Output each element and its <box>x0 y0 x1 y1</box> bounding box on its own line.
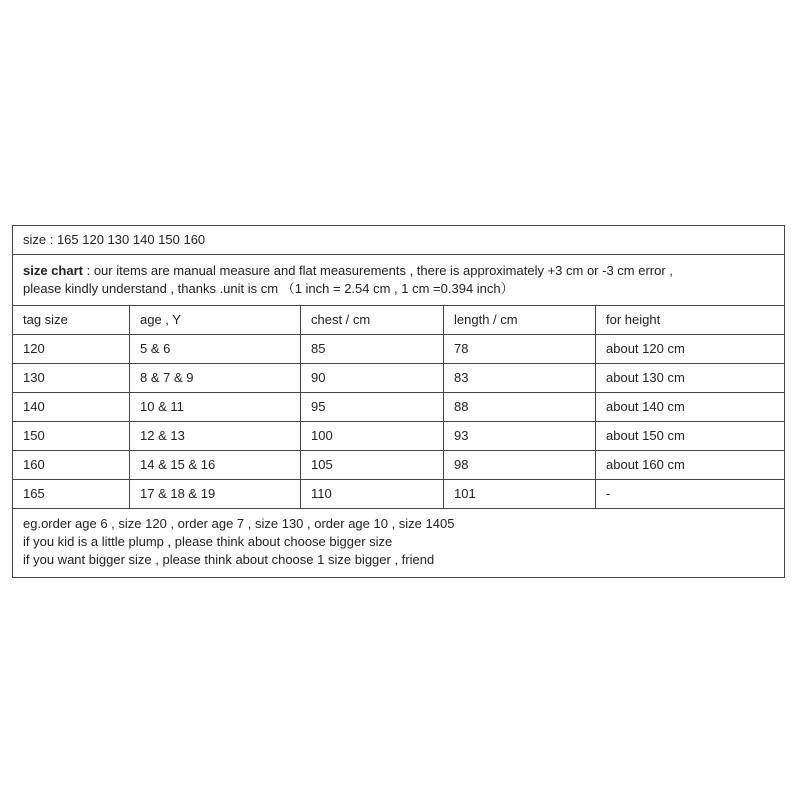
table-cell: 85 <box>301 335 444 364</box>
size-chart-title: size chart <box>23 263 83 278</box>
table-cell: 95 <box>301 393 444 422</box>
note-line-2: please kindly understand , thanks .unit is cm （1 inch = 2.54 cm , 1 cm =0.394 inch） <box>23 281 514 296</box>
footer-note-line: if you want bigger size , please think about choose 1 size bigger , friend <box>23 552 435 567</box>
table-cell: 165 <box>13 480 130 509</box>
table-cell: 130 <box>13 364 130 393</box>
size-chart-note-row <box>13 255 785 306</box>
table-cell: 93 <box>444 422 596 451</box>
header-row <box>13 306 785 335</box>
size-chart-table <box>12 225 785 578</box>
table-cell: 8 & 7 & 9 <box>130 364 301 393</box>
header-cell-chest: chest / cm <box>301 306 444 335</box>
table-cell: 105 <box>301 451 444 480</box>
header-cell-tag-size: tag size <box>13 306 130 335</box>
header-cell-height: for height <box>596 306 785 335</box>
footer-note-line: if you kid is a little plump , please think about choose bigger size <box>23 534 393 549</box>
table-row <box>13 422 785 451</box>
table-cell: 150 <box>13 422 130 451</box>
note-line-1: : our items are manual measure and flat measurements , there is approximately +3 cm or -3 cm error , <box>82 263 673 278</box>
table-cell: about 160 cm <box>596 451 785 480</box>
table-cell: 78 <box>444 335 596 364</box>
table-row <box>13 480 785 509</box>
table-cell: 140 <box>13 393 130 422</box>
table-cell: 98 <box>444 451 596 480</box>
table-cell: 88 <box>444 393 596 422</box>
footer-notes-row <box>13 509 785 578</box>
table-cell: 17 & 18 & 19 <box>130 480 301 509</box>
table-cell: about 150 cm <box>596 422 785 451</box>
table-cell: 120 <box>13 335 130 364</box>
table-cell: 100 <box>301 422 444 451</box>
table-cell: 101 <box>444 480 596 509</box>
footer-notes <box>13 509 785 578</box>
table-cell: 83 <box>444 364 596 393</box>
table-cell: about 120 cm <box>596 335 785 364</box>
header-cell-age: age , Y <box>130 306 301 335</box>
table-cell: 90 <box>301 364 444 393</box>
table-cell: about 130 cm <box>596 364 785 393</box>
table-row <box>13 364 785 393</box>
footer-note-line: eg.order age 6 , size 120 , order age 7 , size 130 , order age 10 , size 1405 <box>23 516 455 531</box>
available-sizes-text: size : 165 120 130 140 150 160 <box>13 226 785 255</box>
table-cell: 10 & 11 <box>130 393 301 422</box>
table-cell: 12 & 13 <box>130 422 301 451</box>
table-cell: 5 & 6 <box>130 335 301 364</box>
table-cell: 160 <box>13 451 130 480</box>
header-cell-length: length / cm <box>444 306 596 335</box>
available-sizes-row <box>13 226 785 255</box>
table-row <box>13 393 785 422</box>
table-cell: 110 <box>301 480 444 509</box>
table-cell: - <box>596 480 785 509</box>
table-cell: about 140 cm <box>596 393 785 422</box>
size-chart-note <box>13 255 785 306</box>
table-row <box>13 335 785 364</box>
table-row <box>13 451 785 480</box>
table-cell: 14 & 15 & 16 <box>130 451 301 480</box>
